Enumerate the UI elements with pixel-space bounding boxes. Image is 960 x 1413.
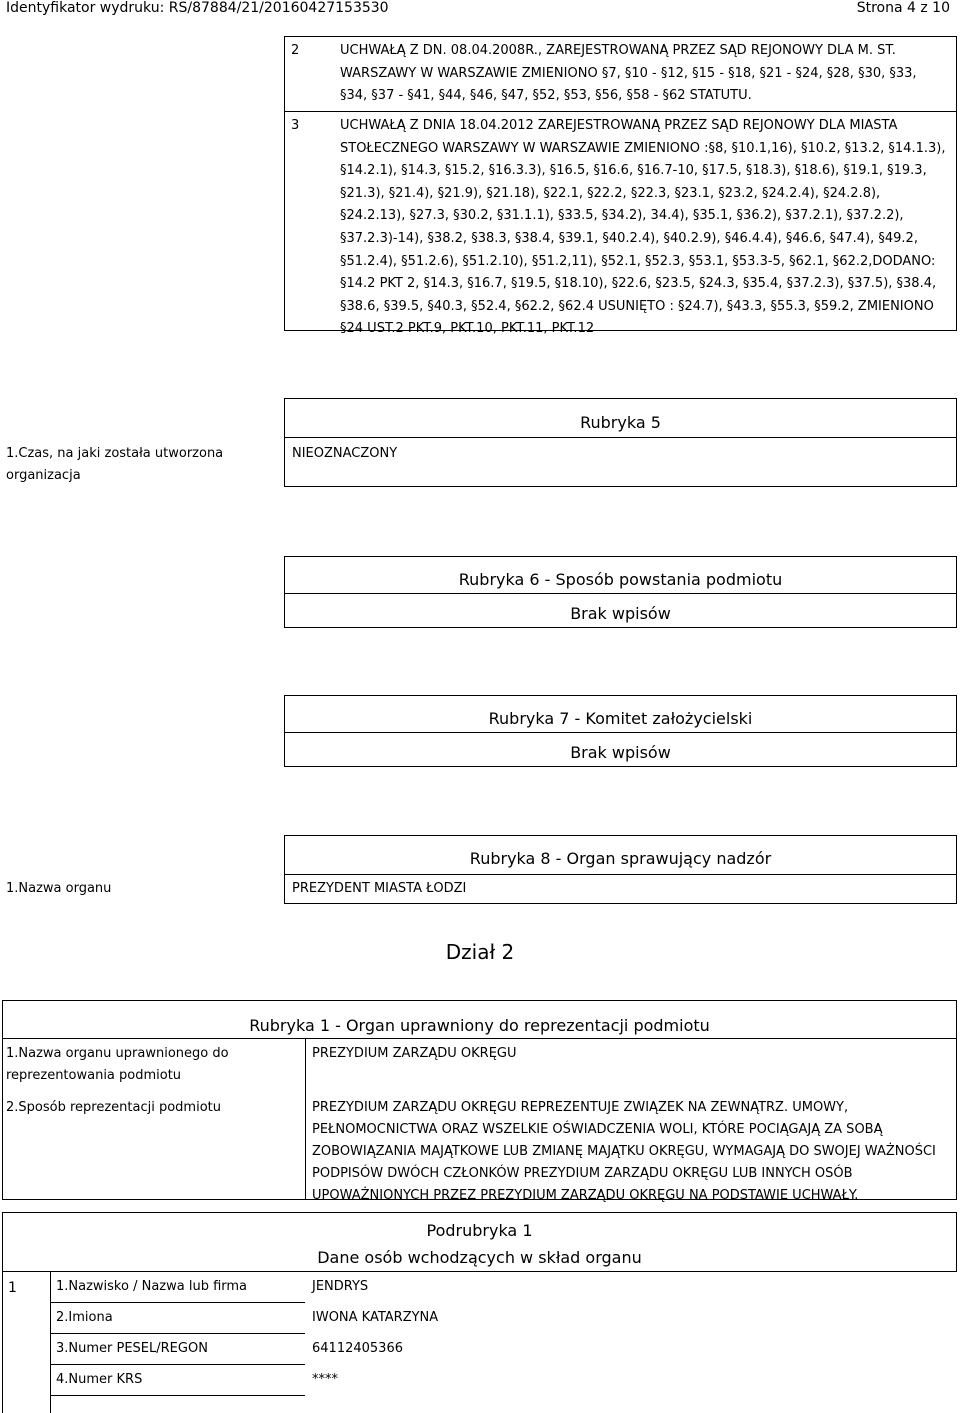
- d2r1-field1-label: 1.Nazwa organu uprawnionego do reprezentowania podmiotu: [6, 1046, 229, 1083]
- podrubryka-subtitle: Dane osób wchodzących w skład organu: [317, 1248, 642, 1267]
- d2r1-field2-label: 2.Sposób reprezentacji podmiotu: [6, 1100, 221, 1115]
- person-field-value: 64112405366: [312, 1341, 403, 1356]
- amendment-number: 3: [291, 118, 300, 133]
- person-field-value: IWONA KATARZYNA: [312, 1310, 439, 1325]
- print-identifier: Identyfikator wydruku: RS/87884/21/20160427153530: [6, 0, 389, 16]
- section-title: Dział 2: [445, 940, 515, 964]
- rubryka8-value: PREZYDENT MIASTA ŁODZI: [292, 881, 467, 896]
- person-field-label: 2.Imiona: [56, 1310, 113, 1325]
- podrubryka-title: Podrubryka 1: [426, 1221, 533, 1240]
- person-field-label: 1.Nazwisko / Nazwa lub firma: [56, 1279, 248, 1294]
- person-index: 1: [8, 1280, 17, 1296]
- rubryka7-box: [284, 695, 957, 767]
- rubryka6-empty: Brak wpisów: [570, 604, 671, 623]
- rubryka6-box: [284, 556, 957, 628]
- person-field-label: 3.Numer PESEL/REGON: [56, 1341, 208, 1356]
- rubryka5-title-box: [284, 398, 957, 438]
- rubryka8-title-box: [284, 835, 957, 875]
- amendment-number: 2: [291, 43, 300, 58]
- d2r1-title: Rubryka 1 - Organ uprawniony do reprezentacji podmiotu: [249, 1016, 710, 1035]
- podrubryka-box: [2, 1212, 957, 1272]
- amendment-text: UCHWAŁĄ Z DN. 08.04.2008R., ZAREJESTROWANĄ PRZEZ SĄD REJONOWY DLA M. ST. WARSZAWY W WARSZAWIE ZMIENIONO §7, §10 - §12, §15 - §18, §21 - §24, §28, §30, §33, §34, §37 - §41, §44, §46, §47, §52, §53, §56, §58 - §62 STATUTU.: [340, 43, 917, 103]
- rubryka5-title: Rubryka 5: [580, 413, 661, 432]
- rubryka7-title: Rubryka 7 - Komitet założycielski: [488, 709, 753, 728]
- rubryka5-value: NIEOZNACZONY: [292, 446, 398, 461]
- rubryka6-title: Rubryka 6 - Sposób powstania podmiotu: [458, 570, 783, 589]
- rubryka8-title: Rubryka 8 - Organ sprawujący nadzór: [469, 849, 772, 868]
- rubryka8-label: 1.Nazwa organu: [6, 881, 112, 896]
- rubryka5-label: 1.Czas, na jaki została utworzona organizacja: [6, 446, 224, 483]
- person-field-value: JENDRYS: [312, 1279, 369, 1294]
- d2r1-field1-value: PREZYDIUM ZARZĄDU OKRĘGU: [312, 1046, 517, 1061]
- amendment-text: UCHWAŁĄ Z DNIA 18.04.2012 ZAREJESTROWANĄ PRZEZ SĄD REJONOWY DLA MIASTA STOŁECZNEGO WARSZAWY W WARSZAWIE ZMIENIONO :§8, §10.1,16), §10.2, §13.2, §14.1.3), §14.2.1), §14.3, §15.2, §16.3.3), §16.5, §16.6, §16.7-10, §17.5, §18.3), §18.6), §19.1, §19.3, §21.3), §21.4), §21.9), §21.18), §22.1, §22.2, §22.3, §23.1, §23.2, §24.2.4), §24.2.8), §24.2.13), §27.3, §30.2, §31.1.1), §33.5, §34.2), 34.4), §35.1, §36.2), §37.2.1), §37.2.2), §37.2.3)-14), §38.2, §38.3, §38.4, §39.1, §40.2.4), §40.2.9), §46.4.4), §46.6, §47.4), §49.2, §51.2.4), §51.2.6), §51.2.10), §51.2,11), §52.1, §52.3, §53.1, §53.3-5, §62.1, §62.2,DODANO: §14.2 PKT 2, §14.3, §16.7, §19.5, §18.10), §22.6, §23.5, §24.3, §35.4, §37.2.3), §37.5), §38.4, §38.6, §39.5, §40.3, §52.4, §62.2, §62.4 USUNIĘTO : §24.7), §43.3, §55.3, §59.2, ZMIENIONO §24 UST.2 PKT.9, PKT.10, PKT.11, PKT.12: [340, 118, 946, 337]
- person-field-value: ****: [312, 1372, 338, 1387]
- person-field-label: 4.Numer KRS: [56, 1372, 143, 1387]
- d2r1-field2-value: PREZYDIUM ZARZĄDU OKRĘGU REPREZENTUJE ZWIĄZEK NA ZEWNĄTRZ. UMOWY, PEŁNOMOCNICTWA ORAZ WSZELKIE OŚWIADCZENIA WOLI, KTÓRE POCIĄGAJĄ ZA SOBĄ ZOBOWIĄZANIA MAJĄTKOWE LUB ZMIANĘ MAJĄTKU OKRĘGU, WYMAGAJĄ DO SWOJEJ WAŻNOŚCI PODPISÓW DWÓCH CZŁONKÓW PREZYDIUM ZARZĄDU OKRĘGU LUB INNYCH OSÓB UPOWAŻNIONYCH PRZEZ PREZYDIUM ZARZĄDU OKRĘGU NA PODSTAWIE UCHWAŁY.: [312, 1100, 936, 1203]
- rubryka7-empty: Brak wpisów: [570, 743, 671, 762]
- page-number: Strona 4 z 10: [856, 0, 950, 16]
